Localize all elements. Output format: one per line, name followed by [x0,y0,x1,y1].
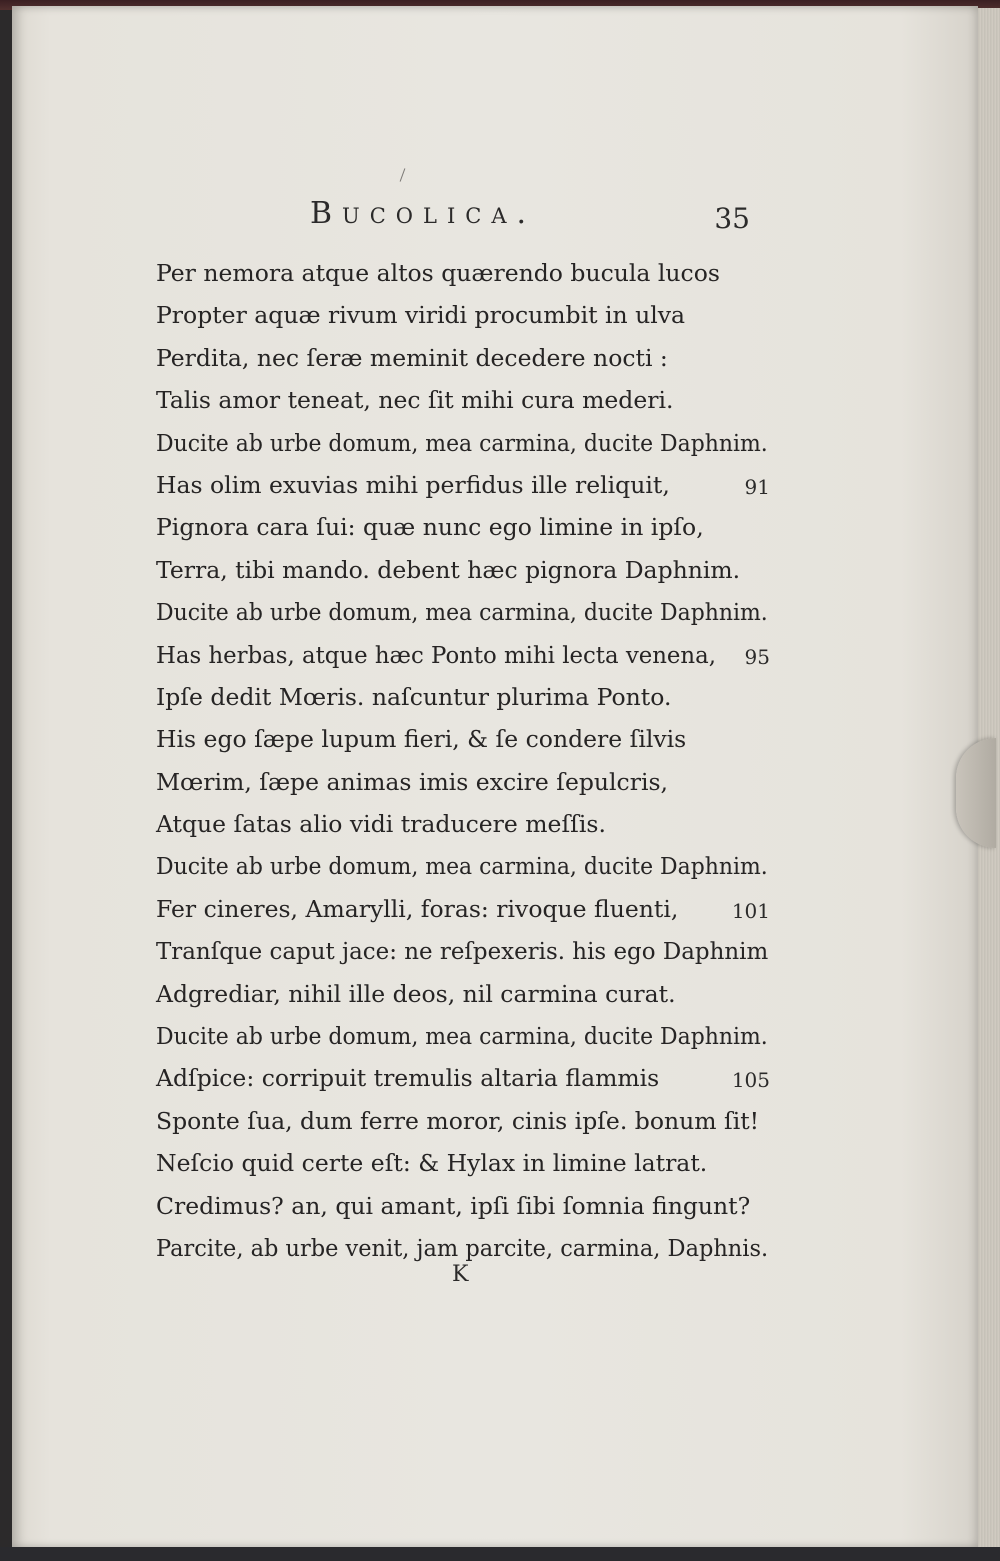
verse-line [156,379,776,421]
verse-text: Tranſque caput jace: ne reſpexeris. his ego Daphnim [156,937,769,966]
verse-text: Neſcio quid certe eſt: & Hylax in limine latrat. [156,1149,708,1178]
verse-line [156,464,776,506]
page-number: 35 [714,202,750,235]
verse-text: Ducite ab urbe domum, mea carmina, ducite Daphnim. [156,598,768,627]
book-bottom-edge [0,1547,1000,1561]
verse-text: Adgrediar, nihil ille deos, nil carmina curat. [156,979,676,1008]
verse-text: Parcite, ab urbe venit, jam parcite, carmina, Daphnis. [156,1233,769,1262]
verse-line [156,845,776,887]
verse-line [156,294,776,336]
verse-text: Talis amor teneat, nec ſit mihi cura mederi. [156,386,674,415]
verse-line [156,888,776,930]
line-number: 101 [731,898,770,923]
verse-line [156,634,776,676]
verse-line [156,1185,776,1227]
verse-text: Propter aquæ rivum viridi procumbit in ulva [156,301,686,330]
verse-text: Pignora cara ſui: quæ nunc ego limine in ipſo, [156,513,704,542]
running-title: Bucolica. [310,196,537,231]
verse-line [156,930,776,972]
verse-line [156,422,776,464]
line-number: 91 [744,474,770,499]
verse-line [156,549,776,591]
verse-text: Per nemora atque altos quærendo bucula lucos [156,259,720,287]
verse-line [156,973,776,1015]
line-number: 95 [744,644,770,669]
verse-text: Has olim exuvias mihi perfidus ille reliquit, [156,470,670,499]
verse-text: His ego ſæpe lupum fieri, & ſe condere ſilvis [156,725,687,754]
verse-line [156,761,776,803]
verse-text: Ducite ab urbe domum, mea carmina, ducite Daphnim. [156,1022,768,1051]
verse-text: Has herbas, atque hæc Ponto mihi lecta venena, [156,640,716,669]
running-header [310,196,760,246]
verse-line [156,1142,776,1184]
verse-line [156,337,776,379]
verse-text: Credimus? an, qui amant, ipſi ſibi ſomnia fingunt? [156,1191,751,1220]
verse-line [156,1100,776,1142]
verse-text: Mœrim, ſæpe animas imis excire ſepulcris, [156,767,668,796]
verse-text: Ducite ab urbe domum, mea carmina, ducite Daphnim. [156,852,768,881]
verse-text: Adſpice: corripuit tremulis altaria flammis [156,1064,660,1093]
verse-line [156,506,776,548]
verse-line [156,718,776,760]
signature-mark: K [452,1262,469,1287]
verse-line [156,1015,776,1057]
verse-line [156,591,776,633]
verse-line [156,803,776,845]
verse-line [156,676,776,718]
verse-line [156,252,776,294]
verse-text: Ipſe dedit Mœris. naſcuntur plurima Ponto. [156,682,672,711]
verse-text: Fer cineres, Amarylli, foras: rivoque fluenti, [156,894,679,923]
verse-text: Terra, tibi mando. debent hæc pignora Daphnim. [156,555,741,584]
verse-text: Atque ſatas alio vidi traducere meſſis. [156,810,606,839]
verse-text: Sponte ſua, dum ferre moror, cinis ipſe. bonum ſit! [156,1106,760,1135]
verse-text: Ducite ab urbe domum, mea carmina, ducite Daphnim. [156,428,768,457]
poem-text [156,252,776,1269]
line-number: 105 [731,1068,770,1093]
verse-text: Perdita, nec ſeræ meminit decedere nocti : [156,343,668,372]
verse-line [156,1057,776,1099]
